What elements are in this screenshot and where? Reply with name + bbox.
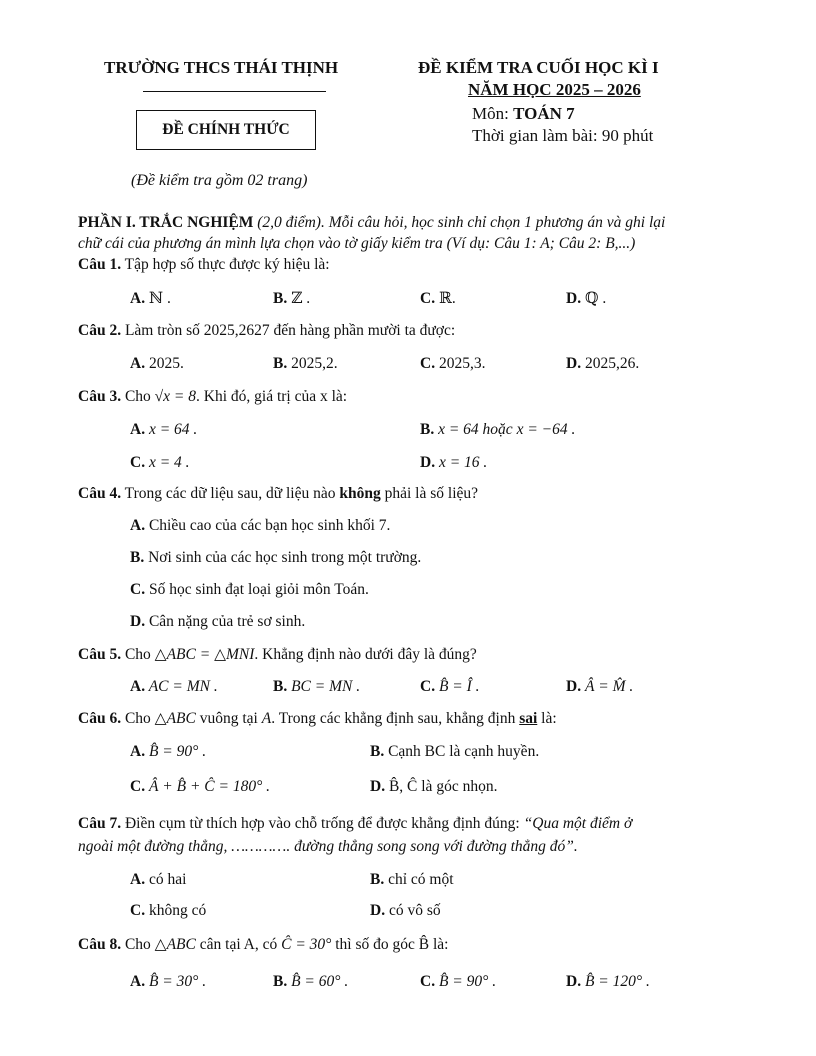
school-name: TRƯỜNG THCS THÁI THỊNH <box>104 58 339 77</box>
option-7b: B. chỉ có một <box>370 871 454 888</box>
option-2d: D. 2025,26. <box>566 355 640 372</box>
question-2 <box>78 322 455 340</box>
option-3c: C. x = 4 . <box>130 454 190 471</box>
option-6c: C. Â + B̂ + Ĉ = 180° . <box>130 778 271 795</box>
exam-title: ĐỀ KIỂM TRA CUỐI HỌC KÌ I <box>418 58 659 77</box>
duration: Thời gian làm bài: 90 phút <box>472 126 654 145</box>
option-1a: A. ℕ . <box>130 290 171 307</box>
option-7a: A. có hai <box>130 871 187 888</box>
option-3d: D. x = 16 . <box>420 454 488 471</box>
option-2b: B. 2025,2. <box>273 355 338 372</box>
question-label: Câu 6. <box>78 710 122 727</box>
question-label: Câu 4. <box>78 485 122 502</box>
question-label: Câu 7. <box>78 815 122 832</box>
question-label: Câu 2. <box>78 322 122 339</box>
question-7-line-2: ngoài một đường thẳng, …………. đường thẳng song song với đường thẳng đó”. <box>78 838 578 855</box>
option-3a: A. x = 64 . <box>130 421 198 438</box>
option-2a: A. 2025. <box>130 355 184 372</box>
pages-note: (Đề kiểm tra gồm 02 trang) <box>131 172 308 189</box>
triangle-congruence: △ABC = △MNI <box>154 646 255 663</box>
option-6b: B. Cạnh BC là cạnh huyền. <box>370 743 540 760</box>
option-6d: D. B̂, Ĉ là góc nhọn. <box>370 778 498 795</box>
option-1c: C. ℝ. <box>420 290 456 307</box>
option-5c: C. B̂ = Î . <box>420 678 480 695</box>
option-4a: A. Chiều cao của các bạn học sinh khối 7. <box>130 517 391 534</box>
sqrt-expression: √x = 8 <box>154 388 197 405</box>
question-label: Câu 3. <box>78 388 122 405</box>
option-1d: D. ℚ . <box>566 290 607 307</box>
school-year: NĂM HỌC 2025 – 2026 <box>468 80 641 99</box>
part1-instruction-2: chữ cái của phương án mình lựa chọn vào tờ giấy kiểm tra (Ví dụ: Câu 1: A; Câu 2: B,...) <box>78 235 636 252</box>
option-8b: B. B̂ = 60° . <box>273 973 349 990</box>
official-stamp <box>136 110 316 150</box>
option-4c: C. Số học sinh đạt loại giỏi môn Toán. <box>130 581 369 598</box>
official-label: ĐỀ CHÍNH THỨC <box>162 121 290 138</box>
option-6a: A. B̂ = 90° . <box>130 743 207 760</box>
subject-label: Môn: <box>472 104 514 123</box>
school-underline <box>143 91 326 92</box>
part1-points: (2,0 điểm). <box>257 214 325 231</box>
question-label: Câu 5. <box>78 646 122 663</box>
option-5a: A. AC = MN . <box>130 678 218 695</box>
question-3: Câu 3. Cho √x = 8. Khi đó, giá trị của x là: <box>78 388 348 405</box>
question-6: Câu 6. Cho △ABC vuông tại A. Trong các khẳng định sau, khẳng định sai là: <box>78 710 557 727</box>
question-1 <box>78 256 330 274</box>
option-8c: C. B̂ = 90° . <box>420 973 497 990</box>
question-label: Câu 1. <box>78 256 122 273</box>
option-5b: B. BC = MN . <box>273 678 361 695</box>
option-8a: A. B̂ = 30° . <box>130 973 207 990</box>
question-text: Làm tròn số 2025,2627 đến hàng phần mười ta được: <box>121 322 456 339</box>
question-5: Câu 5. Cho △ABC = △MNI. Khẳng định nào dưới đây là đúng? <box>78 646 477 663</box>
option-3b: B. x = 64 hoặc x = −64 . <box>420 421 576 438</box>
question-4: Câu 4. Trong các dữ liệu sau, dữ liệu nào không phải là số liệu? <box>78 485 479 502</box>
part1-heading <box>78 212 758 254</box>
question-label: Câu 8. <box>78 936 122 953</box>
question-8: Câu 8. Cho △ABC cân tại A, có Ĉ = 30° thì số đo góc B̂ là: <box>78 936 449 953</box>
option-4d: D. Cân nặng của trẻ sơ sinh. <box>130 613 306 630</box>
subject-value: TOÁN 7 <box>513 104 575 123</box>
subject <box>472 104 575 124</box>
option-1b: B. ℤ . <box>273 290 311 307</box>
question-7: Câu 7. Điền cụm từ thích hợp vào chỗ trống để được khẳng định đúng: “Qua một điểm ở <box>78 815 633 832</box>
option-5d: D. Â = M̂ . <box>566 678 634 695</box>
question-text: Tập hợp số thực được ký hiệu là: <box>121 256 330 273</box>
option-8d: D. B̂ = 120° . <box>566 973 650 990</box>
option-7c: C. không có <box>130 902 207 919</box>
part1-instruction-1: Mỗi câu hỏi, học sinh chỉ chọn 1 phương án và ghi lại <box>324 214 666 231</box>
option-4b: B. Nơi sinh của các học sinh trong một trường. <box>130 549 422 566</box>
option-2c: C. 2025,3. <box>420 355 486 372</box>
part1-title: PHẦN I. TRẮC NGHIỆM <box>78 214 254 231</box>
option-7d: D. có vô số <box>370 902 441 919</box>
